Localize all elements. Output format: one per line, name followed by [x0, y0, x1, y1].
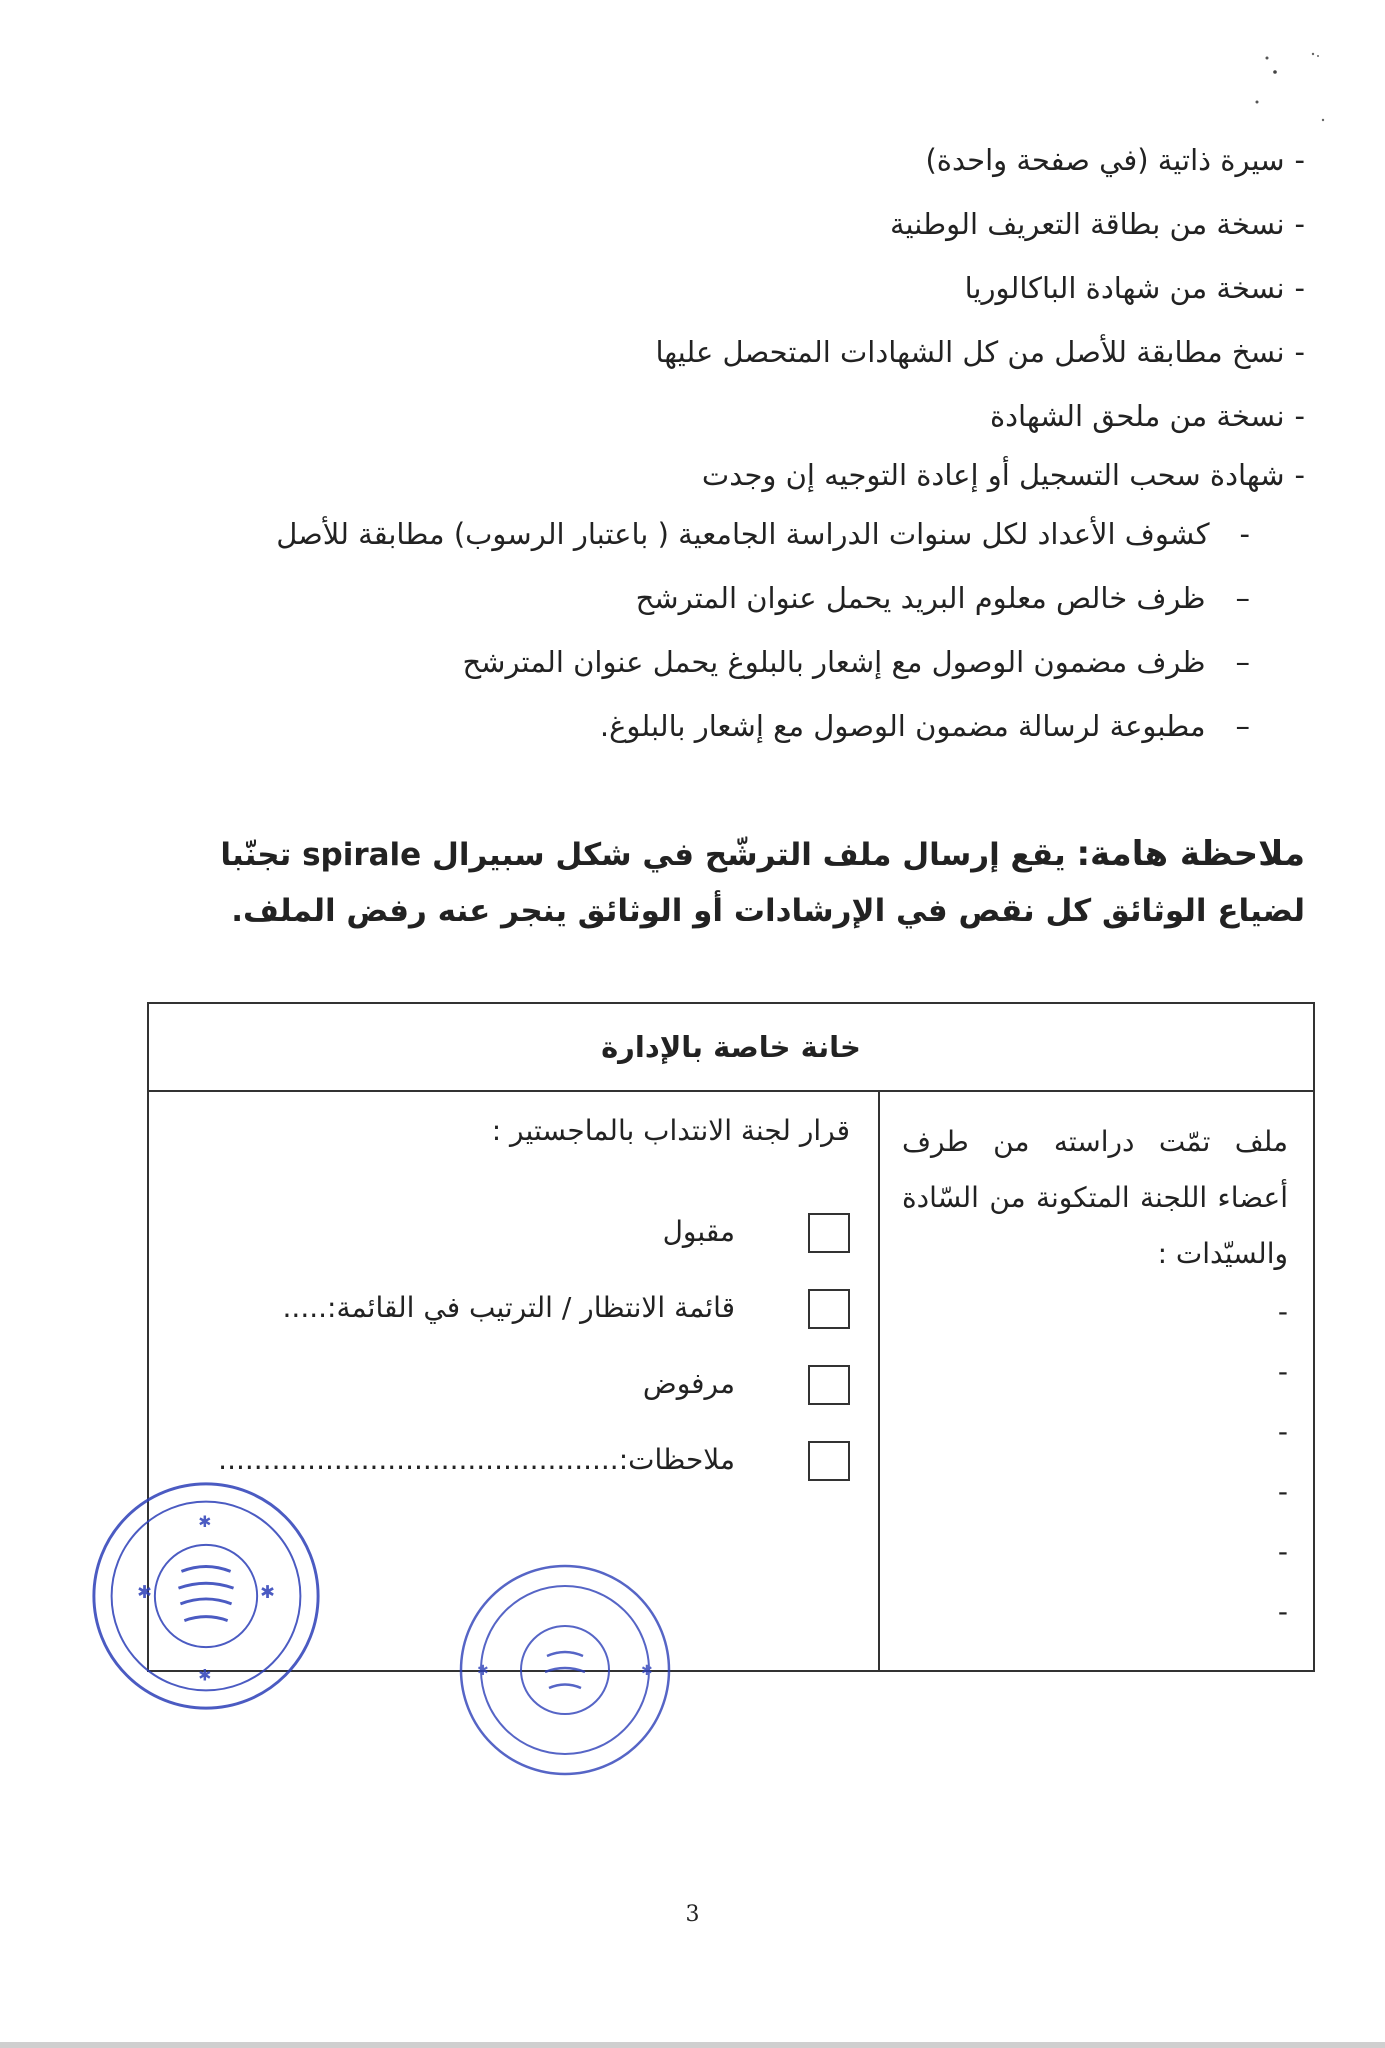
document-item	[155, 502, 1305, 566]
option-label: مقبول	[662, 1215, 735, 1248]
committee-text: ملف تمّت دراسته من طرف أعضاء اللجنة المتكونة من السّادة والسيّدات :	[902, 1125, 1288, 1270]
document-text: ظرف خالص معلوم البريد يحمل عنوان المترشح	[635, 581, 1206, 615]
required-documents-list	[155, 128, 1305, 758]
admin-box-title: خانة خاصة بالإدارة	[149, 1004, 1313, 1092]
committee-member-line[interactable]: -	[1277, 1295, 1288, 1328]
list-dash: -	[1294, 271, 1305, 305]
list-dash: –	[1235, 581, 1250, 615]
committee-member-line[interactable]: -	[1277, 1355, 1288, 1388]
university-stamp-1	[88, 1478, 324, 1714]
list-dash: -	[1294, 143, 1305, 177]
committee-member-line[interactable]: -	[1277, 1475, 1288, 1508]
document-text: نسخة من شهادة الباكالوريا	[964, 271, 1285, 305]
document-text: نسخة من بطاقة التعريف الوطنية	[890, 207, 1285, 241]
document-item	[155, 566, 1305, 630]
page-number: 3	[685, 1902, 700, 1927]
important-note	[180, 826, 1305, 939]
document-item	[155, 256, 1305, 320]
list-dash: -	[1294, 458, 1305, 492]
remarks-checkbox[interactable]	[808, 1441, 850, 1481]
svg-text:✱: ✱	[198, 1512, 212, 1532]
svg-text:✱: ✱	[477, 1663, 489, 1679]
document-item	[155, 320, 1305, 384]
accepted-checkbox[interactable]	[808, 1213, 850, 1253]
option-accepted	[169, 1207, 850, 1269]
committee-member-line[interactable]: -	[1277, 1415, 1288, 1448]
document-item	[155, 694, 1305, 758]
decision-title: قرار لجنة الانتداب بالماجستير :	[491, 1114, 850, 1147]
document-item	[155, 128, 1305, 192]
list-dash: -	[1239, 517, 1250, 551]
document-text: مطبوعة لرسالة مضمون الوصول مع إشعار بالبلوغ.	[599, 709, 1206, 743]
document-text: نسخة من ملحق الشهادة	[989, 399, 1285, 433]
document-text: سيرة ذاتية (في صفحة واحدة)	[925, 143, 1285, 177]
document-text: ظرف مضمون الوصول مع إشعار بالبلوغ يحمل عنوان المترشح	[462, 645, 1206, 679]
document-item	[155, 384, 1305, 448]
university-stamp-2	[455, 1560, 675, 1780]
list-dash: -	[1294, 399, 1305, 433]
waitlist-checkbox[interactable]	[808, 1289, 850, 1329]
document-item	[155, 630, 1305, 694]
document-text: كشوف الأعداد لكل سنوات الدراسة الجامعية ( باعتبار الرسوب) مطابقة للأصل	[276, 517, 1210, 551]
svg-text:✱: ✱	[260, 1582, 275, 1603]
note-label: ملاحظة هامة:	[1076, 834, 1305, 874]
option-rejected	[169, 1359, 850, 1421]
committee-column	[878, 1092, 1313, 1672]
svg-text:✱: ✱	[641, 1663, 653, 1679]
committee-member-line[interactable]: -	[1277, 1535, 1288, 1568]
list-dash: -	[1294, 207, 1305, 241]
option-label: ملاحظات:.............................................	[218, 1443, 735, 1476]
note-text: يقع إرسال ملف الترشّح في شكل سبيرال spirale تجنّبا لضياع الوثائق كل نقص في الإرشادات أو الوثائق ينجر عنه رفض الملف.	[220, 837, 1305, 929]
document-text: نسخ مطابقة للأصل من كل الشهادات المتحصل عليها	[655, 335, 1285, 369]
svg-text:✱: ✱	[137, 1582, 152, 1603]
document-text: شهادة سحب التسجيل أو إعادة التوجيه إن وجدت	[701, 458, 1285, 492]
list-dash: –	[1235, 645, 1250, 679]
document-item	[155, 448, 1305, 502]
scan-noise-icon	[1245, 50, 1325, 130]
option-label: قائمة الانتظار / الترتيب في القائمة:.....	[282, 1291, 735, 1324]
list-dash: -	[1294, 335, 1305, 369]
option-label: مرفوض	[642, 1367, 735, 1400]
svg-text:✱: ✱	[198, 1665, 212, 1685]
option-waitlist	[169, 1283, 850, 1345]
committee-member-line[interactable]: -	[1277, 1595, 1288, 1628]
list-dash: –	[1235, 709, 1250, 743]
document-item	[155, 192, 1305, 256]
scan-specks	[1245, 50, 1325, 130]
scan-bottom-edge	[0, 2042, 1385, 2048]
rejected-checkbox[interactable]	[808, 1365, 850, 1405]
